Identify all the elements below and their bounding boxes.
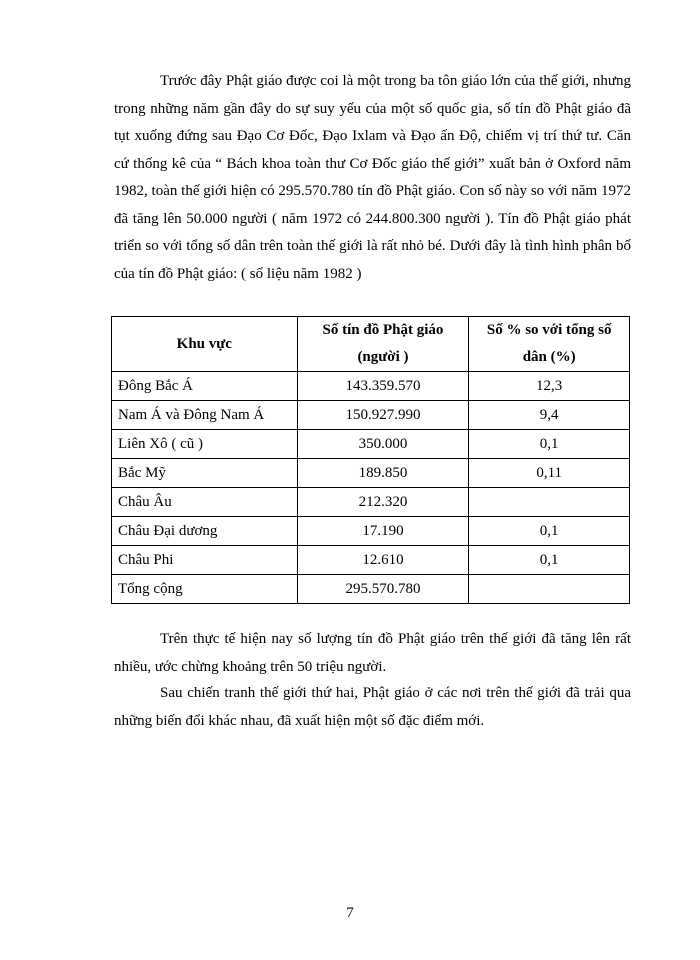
percent-cell — [469, 575, 630, 604]
page-number: 7 — [346, 905, 354, 921]
region-cell: Bắc Mỹ — [112, 459, 298, 488]
region-cell: Nam Á và Đông Nam Á — [112, 401, 298, 430]
followers-cell: 150.927.990 — [297, 401, 469, 430]
table-row — [112, 488, 630, 517]
percent-cell: 9,4 — [469, 401, 630, 430]
postwar-changes-paragraph: Sau chiến tranh thế giới thứ hai, Phật giáo ở các nơi trên thế giới đã trải qua những biến đổi khác nhau, đã xuất hiện một số đặc điểm mới. — [114, 685, 631, 729]
percent-cell — [469, 488, 630, 517]
table-row — [112, 372, 630, 401]
percent-cell: 12,3 — [469, 372, 630, 401]
table-row — [112, 430, 630, 459]
region-cell: Châu Âu — [112, 488, 298, 517]
current-estimate-paragraph: Trên thực tế hiện nay số lượng tín đồ Phật giáo trên thế giới đã tăng lên rất nhiều, ước chừng khoảng trên 50 triệu người. — [114, 631, 631, 675]
region-cell: Tổng cộng — [112, 575, 298, 604]
percent-cell: 0,11 — [469, 459, 630, 488]
table-row — [112, 517, 630, 546]
region-cell: Châu Phi — [112, 546, 298, 575]
followers-cell: 350.000 — [297, 430, 469, 459]
table-row — [112, 401, 630, 430]
followers-cell: 212.320 — [297, 488, 469, 517]
table-row — [112, 546, 630, 575]
buddhist-followers-table — [111, 316, 630, 604]
header-percent: Số % so với tổng số dân (%) — [469, 317, 630, 372]
followers-cell: 295.570.780 — [297, 575, 469, 604]
region-cell: Liên Xô ( cũ ) — [112, 430, 298, 459]
followers-cell: 17.190 — [297, 517, 469, 546]
region-cell: Châu Đại dương — [112, 517, 298, 546]
percent-cell: 0,1 — [469, 546, 630, 575]
intro-paragraph: Trước đây Phật giáo được coi là một trong ba tôn giáo lớn của thế giới, nhưng trong những năm gần đây do sự suy yếu của một số quốc gia, số tín đồ Phật giáo đã tụt xuống đứng sau Đạo Cơ Đốc, Đạo Ixlam và Đạo ấn Độ, chiếm vị trí thứ tư. Căn cứ thống kê của “ Bách khoa toàn thư Cơ Đốc giáo thế giới” xuất bản ở Oxford năm 1982, toàn thế giới hiện có 295.570.780 tín đồ Phật giáo. Con số này so với năm 1972 đã tăng lên 50.000 người ( năm 1972 có 244.800.300 người ). Tín đồ Phật giáo phát triển so với tổng số dân trên toàn thế giới là rất nhỏ bé. Dưới đây là tình hình phân bố của tín đồ Phật giáo: ( số liệu năm 1982 ) — [114, 73, 631, 282]
header-region: Khu vực — [112, 317, 298, 372]
table-header-row — [112, 317, 630, 372]
followers-cell: 189.850 — [297, 459, 469, 488]
percent-cell: 0,1 — [469, 517, 630, 546]
table-total-row — [112, 575, 630, 604]
followers-cell: 143.359.570 — [297, 372, 469, 401]
table-row — [112, 459, 630, 488]
region-cell: Đông Bắc Á — [112, 372, 298, 401]
header-followers: Số tín đồ Phật giáo (người ) — [297, 317, 469, 372]
followers-cell: 12.610 — [297, 546, 469, 575]
percent-cell: 0,1 — [469, 430, 630, 459]
